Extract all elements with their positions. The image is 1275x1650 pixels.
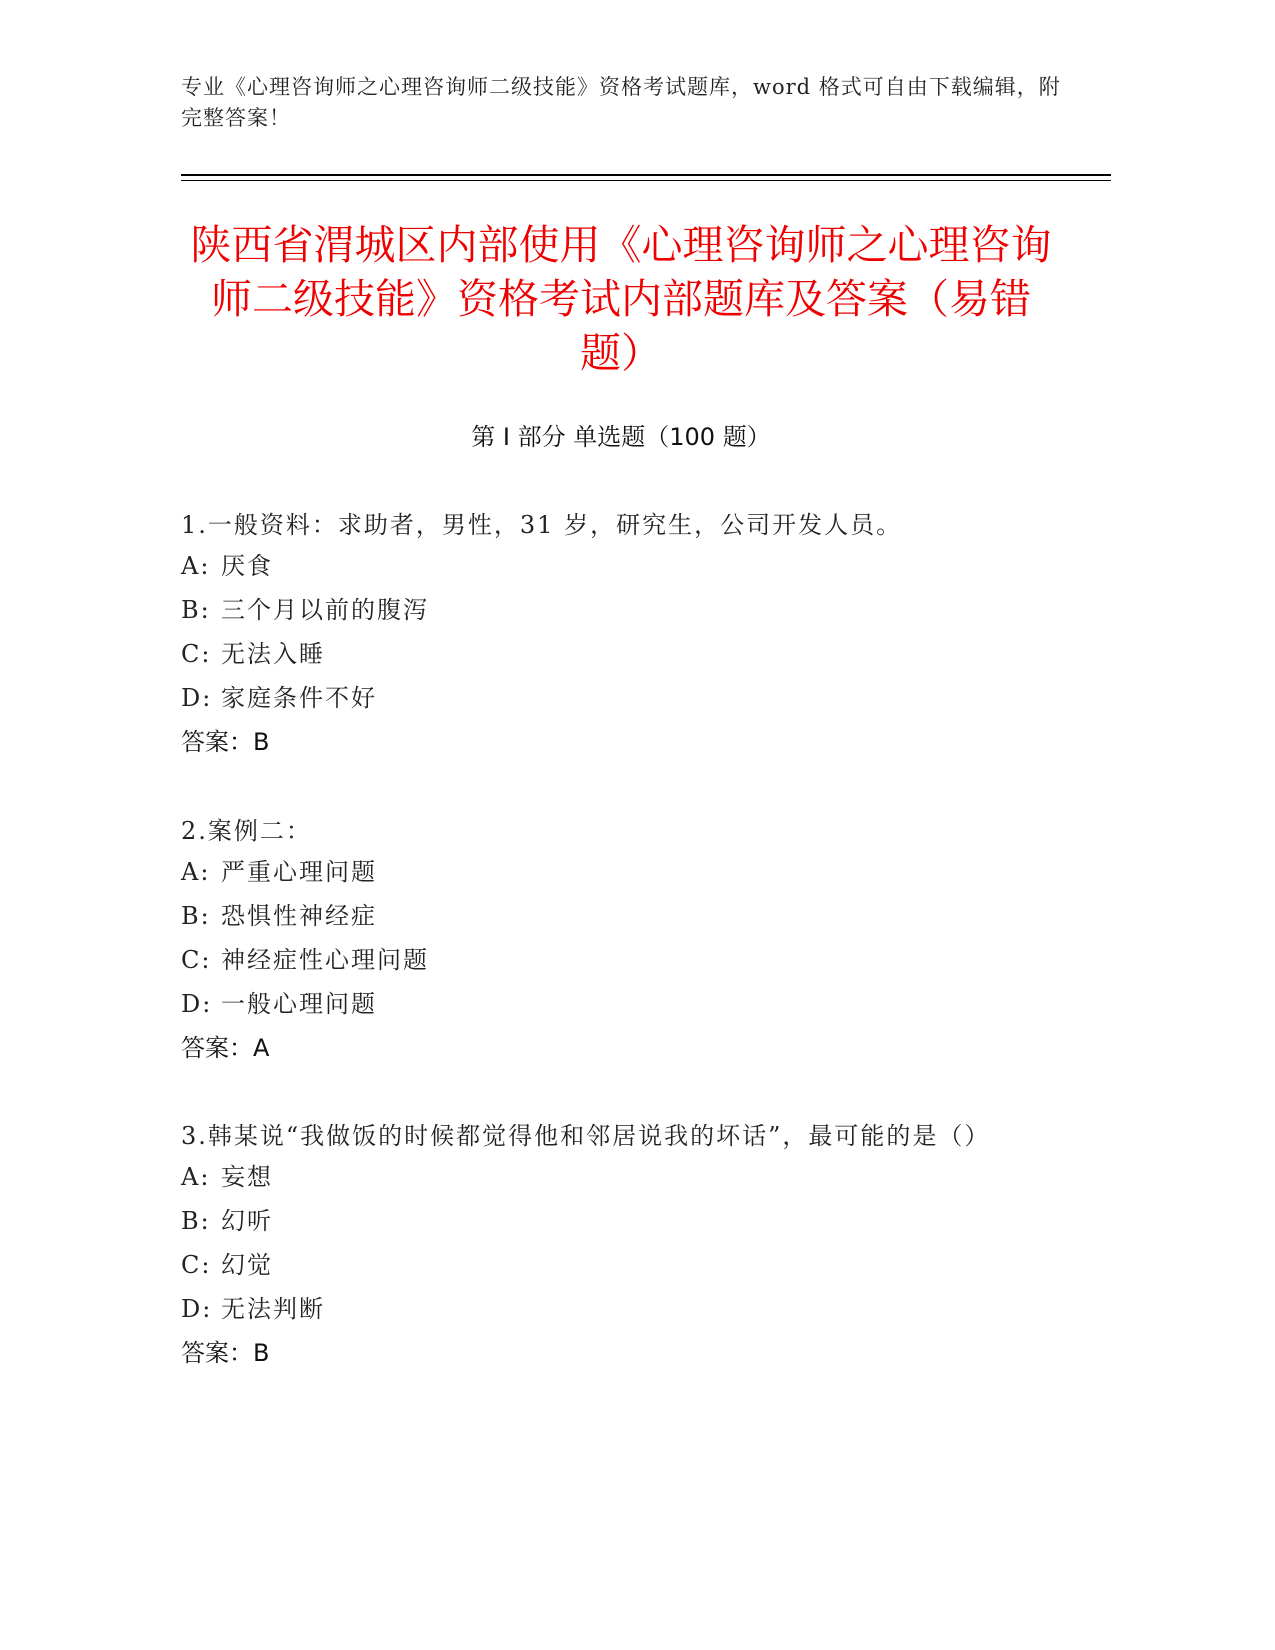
question-stem: 2.案例二：: [181, 817, 312, 845]
option-b: [181, 588, 1061, 632]
option-d: [181, 676, 1061, 720]
option-text: 三个月以前的腹泻: [221, 596, 429, 624]
option-c: [181, 938, 1061, 982]
answer: 答案：B: [181, 1339, 270, 1367]
question-2: [181, 812, 1061, 1070]
option-key: A:: [181, 1163, 211, 1191]
header-divider-thick: [181, 174, 1111, 176]
option-key: C:: [181, 946, 212, 974]
question-stem: 3.韩某说“我做饭的时候都觉得他和邻居说我的坏话”，最可能的是（）: [181, 1122, 991, 1150]
option-key: C:: [181, 1251, 212, 1279]
document-title: 陕西省渭城区内部使用《心理咨询师之心理咨询师二级技能》资格考试内部题库及答案（易错题）: [190, 221, 1052, 377]
header-note: 专业《心理咨询师之心理咨询师二级技能》资格考试题库，word 格式可自由下载编辑，附完整答案！: [181, 75, 1061, 130]
option-text: 幻听: [221, 1207, 273, 1235]
option-text: 无法入睡: [221, 640, 325, 668]
option-text: 恐惧性神经症: [221, 902, 377, 930]
question-3: [181, 1117, 1061, 1375]
option-a: [181, 1155, 1061, 1199]
option-c: [181, 632, 1061, 676]
option-key: B:: [181, 596, 211, 624]
header-divider-thin: [181, 180, 1111, 181]
option-key: D:: [181, 990, 213, 1018]
option-a: [181, 850, 1061, 894]
option-key: A:: [181, 552, 211, 580]
option-key: D:: [181, 1295, 213, 1323]
option-text: 神经症性心理问题: [221, 946, 429, 974]
option-b: [181, 894, 1061, 938]
answer: 答案：A: [181, 1034, 270, 1062]
option-key: B:: [181, 902, 211, 930]
option-text: 妄想: [221, 1163, 273, 1191]
option-key: D:: [181, 684, 213, 712]
option-text: 厌食: [221, 552, 273, 580]
option-text: 严重心理问题: [221, 858, 377, 886]
option-a: [181, 544, 1061, 588]
option-d: [181, 1287, 1061, 1331]
option-c: [181, 1243, 1061, 1287]
option-text: 家庭条件不好: [221, 684, 377, 712]
option-text: 幻觉: [221, 1251, 273, 1279]
option-key: A:: [181, 858, 211, 886]
option-key: B:: [181, 1207, 211, 1235]
option-text: 无法判断: [221, 1295, 325, 1323]
question-stem: 1.一般资料：求助者，男性，31 岁，研究生，公司开发人员。: [181, 511, 903, 539]
answer: 答案：B: [181, 728, 270, 756]
question-1: [181, 506, 1061, 764]
option-key: C:: [181, 640, 212, 668]
option-text: 一般心理问题: [221, 990, 377, 1018]
option-d: [181, 982, 1061, 1026]
section-heading: 第 I 部分 单选题（100 题）: [471, 423, 771, 451]
option-b: [181, 1199, 1061, 1243]
